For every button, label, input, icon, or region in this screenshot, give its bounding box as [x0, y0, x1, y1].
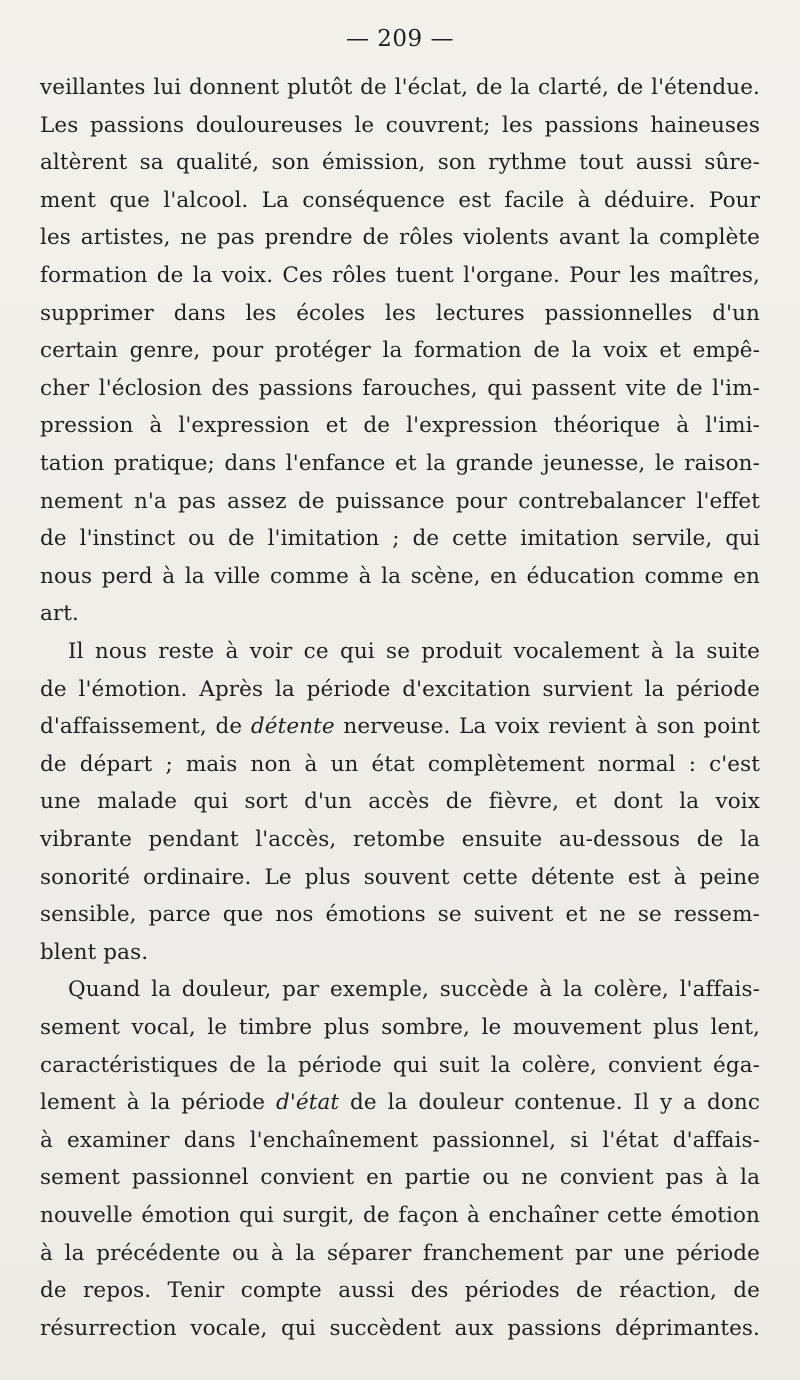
- text-line: [40, 1085, 760, 1121]
- text-line: formation de la voix. Ces rôles tuent l'organe. Pour les maîtres,: [40, 263, 760, 288]
- text-line: certain genre, pour protéger la formation de la voix et empê-: [40, 338, 760, 364]
- text-line: à examiner dans l'enchaînement passionnel, si l'état d'affais-: [40, 1127, 760, 1153]
- page-number: — 209 —: [345, 26, 455, 52]
- text-line: une malade qui sort d'un accès de fièvre, et dont la voix: [40, 789, 760, 815]
- text-line: art.: [40, 601, 79, 627]
- text-line: Il nous reste à voir ce qui se produit vocalement à la suite: [68, 639, 760, 664]
- text-line: ment que l'alcool. La conséquence est facile à déduire. Pour: [40, 187, 760, 213]
- text-line: nement n'a pas assez de puissance pour contrebalancer l'effet: [40, 488, 760, 514]
- text-line: sensible, parce que nos émotions se suivent et ne se ressem-: [40, 902, 760, 928]
- text-line: de repos. Tenir compte aussi des périodes de réaction, de: [40, 1278, 760, 1304]
- text-line: Quand la douleur, par exemple, succède à la colère, l'affais-: [68, 977, 760, 1003]
- text-line: veillantes lui donnent plutôt de l'éclat, de la clarté, de l'étendue.: [40, 75, 760, 100]
- text-fragment: de la douleur contenue. Il y a donc: [339, 1090, 761, 1116]
- text-line: Les passions douloureuses le couvrent; les passions haineuses: [40, 112, 760, 138]
- text-line: de l'instinct ou de l'imitation ; de cette imitation servile, qui: [40, 526, 760, 552]
- text-line: supprimer dans les écoles les lectures passionnelles d'un: [40, 300, 760, 326]
- text-line: sement vocal, le timbre plus sombre, le mouvement plus lent,: [40, 1015, 760, 1040]
- text-line: nouvelle émotion qui surgit, de façon à enchaîner cette émotion: [40, 1203, 760, 1228]
- text-line: tation pratique; dans l'enfance et la grande jeunesse, le raison-: [40, 451, 760, 476]
- text-line: de l'émotion. Après la période d'excitation survient la période: [40, 676, 760, 702]
- text-fragment: nerveuse. La voix revient à son point: [334, 714, 760, 740]
- text-line: blent pas.: [40, 939, 149, 965]
- text-line: résurrection vocale, qui succèdent aux passions déprimantes.: [40, 1315, 760, 1341]
- text-fragment: lement à la période: [40, 1090, 277, 1116]
- text-line: altèrent sa qualité, son émission, son rythme tout aussi sûre-: [40, 150, 760, 176]
- text-line: à la précédente ou à la séparer franchement par une période: [40, 1240, 760, 1266]
- text-line: cher l'éclosion des passions farouches, qui passent vite de l'im-: [40, 375, 760, 401]
- text-line: sonorité ordinaire. Le plus souvent cette détente est à peine: [40, 864, 760, 890]
- text-line: caractéristiques de la période qui suit la colère, convient éga-: [40, 1052, 760, 1078]
- text-line: [40, 709, 760, 745]
- text-line: sement passionnel convient en partie ou ne convient pas à la: [40, 1165, 760, 1191]
- italic-term: d'état: [276, 1090, 340, 1116]
- text-fragment: d'affaissement, de: [40, 714, 251, 740]
- text-line: pression à l'expression et de l'expression théorique à l'imi-: [40, 413, 760, 439]
- italic-term: détente: [250, 714, 335, 740]
- text-line: de départ ; mais non à un état complètement normal : c'est: [40, 751, 760, 777]
- text-line: vibrante pendant l'accès, retombe ensuite au-dessous de la: [40, 827, 760, 852]
- text-line: les artistes, ne pas prendre de rôles violents avant la complète: [40, 225, 760, 251]
- text-line: nous perd à la ville comme à la scène, en éducation comme en: [40, 563, 760, 589]
